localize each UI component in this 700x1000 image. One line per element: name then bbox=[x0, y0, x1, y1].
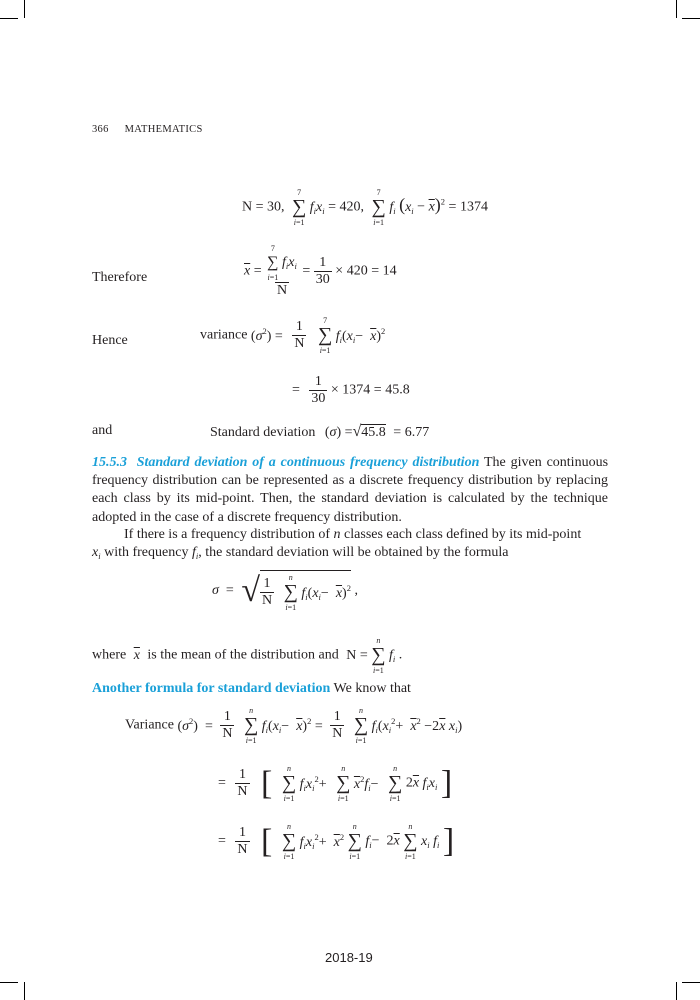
crop-mark bbox=[0, 18, 18, 19]
crop-mark bbox=[24, 0, 25, 18]
mean-result: × 420 = 14 bbox=[335, 263, 397, 279]
where-line: where $\overline{x}$ is the mean of the distribution and N = n ∑ i=1 $f_i$ . bbox=[92, 636, 403, 675]
where-b: is the mean of the distribution and bbox=[147, 647, 339, 663]
running-header bbox=[92, 124, 203, 135]
crop-mark bbox=[0, 982, 18, 983]
section-paragraph bbox=[92, 454, 608, 527]
variance-value: × 1374 = 45.8 bbox=[330, 382, 410, 398]
sd-result: Standard deviation (σ) =√45.8 = 6.77 bbox=[210, 423, 430, 440]
crop-mark bbox=[682, 18, 700, 19]
section-paragraph-2b: $x_i$ with frequency $f_i$, the standard deviation will be obtained by the formula bbox=[92, 545, 509, 561]
another-formula-line bbox=[92, 681, 411, 697]
equation-sums: N = 30, 7 ∑ i=1 $f_ix_i = 420$, 7 ∑ i=1 $f_i$ $(x_i - \overline{x})^2 = 1374$ bbox=[242, 188, 488, 227]
section-number: 15.5.3 bbox=[92, 455, 127, 470]
running-head-title: MATHEMATICS bbox=[124, 124, 203, 135]
therefore-label: Therefore bbox=[92, 270, 148, 285]
mean-formula: $\overline{x}$ = 7 ∑ i=1 $f_ix_i$ N = $\frac{1}{30}$ × 420 = 14 bbox=[244, 244, 397, 298]
another-text: We know that bbox=[333, 681, 411, 696]
para2-a: If there is a frequency distribution of bbox=[124, 527, 331, 542]
sd-text: Standard deviation bbox=[210, 425, 316, 440]
page-number: 366 bbox=[92, 124, 109, 135]
section-para1: The given continuous frequency distribution can be represented as a discrete frequency distribution by replacing each class by its mid-point. Then, the standard deviation is calculated by the technique adopted in the case of a discrete frequency distribution. bbox=[92, 455, 609, 525]
variance-expansion-3: = $\frac{1}{N}$ [ n ∑ i=1 $f_ix_i^2+ \overline{x}^2$ n ∑ i=1 $f_i- 2\overline{x}$ n ∑ i=1 $x_i$ $f_i$ ] bbox=[218, 822, 455, 861]
variance-label: variance bbox=[200, 327, 248, 343]
another-title: Another formula for standard deviation bbox=[92, 681, 331, 696]
and-label: and bbox=[92, 423, 113, 438]
crop-mark bbox=[682, 982, 700, 983]
section-paragraph-2: If there is a frequency distribution of n classes each class defined by its mid-point bbox=[124, 527, 582, 542]
variance-word: Variance bbox=[125, 717, 174, 733]
variance-result: = $\frac{1}{30}$ × 1374 = 45.8 bbox=[292, 374, 410, 406]
sum-fx: = 420, bbox=[328, 199, 365, 215]
where-a: where bbox=[92, 647, 127, 663]
variance-expansion-2: = $\frac{1}{N}$ [ n ∑ i=1 $f_ix_i^2+$ n ∑ i=1 $\overline{x}^2f_i-$ n ∑ i=1 $2\overline{x}$ $f_ix_i$ ] bbox=[218, 764, 453, 803]
crop-mark bbox=[24, 982, 25, 1000]
crop-mark bbox=[676, 982, 677, 1000]
frac-den: 30 bbox=[315, 272, 330, 287]
sum-fx-sq: = 1374 bbox=[448, 199, 488, 215]
variance-formula: variance $(\sigma^2)$ = $\frac{1}{N}$ 7 ∑ i=1 $f_i(x_i- \overline{x})^2$ bbox=[200, 316, 386, 355]
n-value: N = 30, bbox=[242, 199, 285, 215]
para2-c: with frequency bbox=[104, 545, 189, 560]
crop-mark bbox=[676, 0, 677, 18]
para2-b: classes each class defined by its mid-point bbox=[344, 527, 582, 542]
sigma-formula: σ = √ $\frac{1}{N}$ n ∑ i=1 $f_i(x_i- \overline{x})^2$ , bbox=[212, 572, 358, 612]
variance-expansion-1: Variance $(\sigma^2)$ = $\frac{1}{N}$ n ∑ i=1 $f_i(x_i- \overline{x})^2$ = $\frac{1}{N}$ n ∑ i=1 $f_i(x_i^2+ \overline{x}^2 -2\overline{x}$ $x_i$) bbox=[125, 706, 463, 745]
sd-value: = 6.77 bbox=[393, 425, 430, 440]
page-footer: 2018-19 bbox=[325, 950, 373, 965]
section-title: Standard deviation of a continuous frequency distribution bbox=[136, 455, 480, 470]
para2-d: , the standard deviation will be obtained by the formula bbox=[198, 545, 509, 560]
frac-num: 1 bbox=[319, 255, 327, 270]
sd-radicand: 45.8 bbox=[361, 425, 386, 440]
hence-label: Hence bbox=[92, 333, 128, 348]
